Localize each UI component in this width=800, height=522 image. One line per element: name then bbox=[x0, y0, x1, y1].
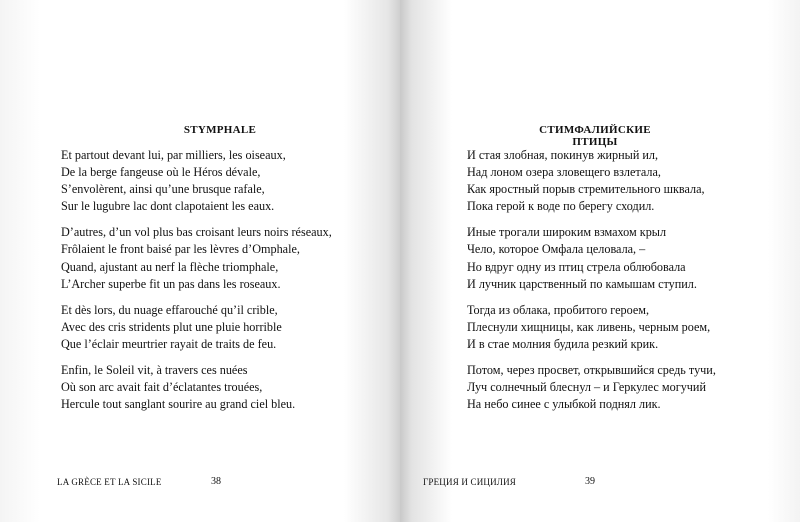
poem-title: СТИМФАЛИЙСКИЕ ПТИЦЫ bbox=[539, 124, 651, 148]
verse-line: Тогда из облака, пробитого героем, bbox=[467, 302, 650, 317]
poem-body bbox=[467, 147, 716, 422]
verse-line: D’autres, d’un vol plus bas croisant leurs noirs réseaux, bbox=[61, 225, 332, 240]
verse-line: Потом, через просвет, открывшийся средь тучи, bbox=[467, 363, 716, 378]
verse-line: Où son arc avait fait d’éclatantes trouées, bbox=[61, 380, 263, 395]
verse-line: De la berge fangeuse où le Héros dévale, bbox=[61, 165, 261, 180]
verse-line: Avec des cris stridents plut une pluie horrible bbox=[61, 319, 282, 334]
verse-line: Et dès lors, du nuage effarouché qu’il crible, bbox=[61, 302, 278, 317]
verse-line: S’envolèrent, ainsi qu’une brusque rafale, bbox=[61, 182, 265, 197]
running-footer: ГРЕЦИЯ И СИЦИЛИЯ bbox=[423, 477, 517, 487]
verse-line: L’Archer superbe fit un pas dans les roseaux. bbox=[61, 276, 281, 291]
right-page bbox=[400, 0, 800, 522]
verse-line: Quand, ajustant au nerf la flèche triomphale, bbox=[61, 259, 279, 274]
stanza bbox=[61, 147, 332, 215]
verse-line: И стая злобная, покинув жирный ил, bbox=[467, 148, 659, 162]
poem-title: STYMPHALE bbox=[183, 124, 257, 136]
verse-line: Enfin, le Soleil vit, à travers ces nuées bbox=[61, 363, 248, 378]
verse-line: Et partout devant lui, par milliers, les oiseaux, bbox=[61, 148, 286, 162]
stanza bbox=[467, 302, 716, 353]
stanza bbox=[467, 362, 716, 413]
verse-line: Sur le lugubre lac dont clapotaient les eaux. bbox=[61, 199, 275, 214]
verse-line: Луч солнечный блеснул – и Геркулес могучий bbox=[467, 380, 706, 395]
stanza bbox=[61, 224, 332, 292]
stanza bbox=[61, 362, 332, 413]
verse-line: Иные трогали широким взмахом крыл bbox=[467, 225, 667, 240]
verse-line: И лучник царственный по камышам ступил. bbox=[467, 276, 697, 291]
verse-line: И в стае молния будила резкий крик. bbox=[467, 336, 659, 351]
verse-line: Hercule tout sanglant sourire au grand ciel bleu. bbox=[61, 397, 296, 412]
page-number: 38 bbox=[211, 476, 221, 487]
verse-line: Над лоном озера зловещего взлетала, bbox=[467, 165, 661, 180]
stanza bbox=[467, 147, 716, 215]
verse-line: Пока герой к воде по берегу сходил. bbox=[467, 199, 655, 214]
verse-line: Frôlaient le front baisé par les lèvres d’Omphale, bbox=[61, 242, 300, 257]
poem-body bbox=[61, 147, 332, 422]
verse-line: Но вдруг одну из птиц стрела облюбовала bbox=[467, 259, 686, 274]
stanza bbox=[467, 224, 716, 292]
running-footer: LA GRÈCE ET LA SICILE bbox=[57, 477, 162, 487]
verse-line: Плеснули хищницы, как ливень, черным роем, bbox=[467, 319, 711, 334]
page-number: 39 bbox=[585, 476, 595, 487]
verse-line: Чело, которое Омфала целовала, – bbox=[467, 242, 646, 257]
verse-line: На небо синее с улыбкой поднял лик. bbox=[467, 397, 661, 412]
stanza bbox=[61, 302, 332, 353]
verse-line: Как яростный порыв стремительного шквала, bbox=[467, 182, 705, 197]
verse-line: Que l’éclair meurtrier rayait de traits de feu. bbox=[61, 336, 277, 351]
